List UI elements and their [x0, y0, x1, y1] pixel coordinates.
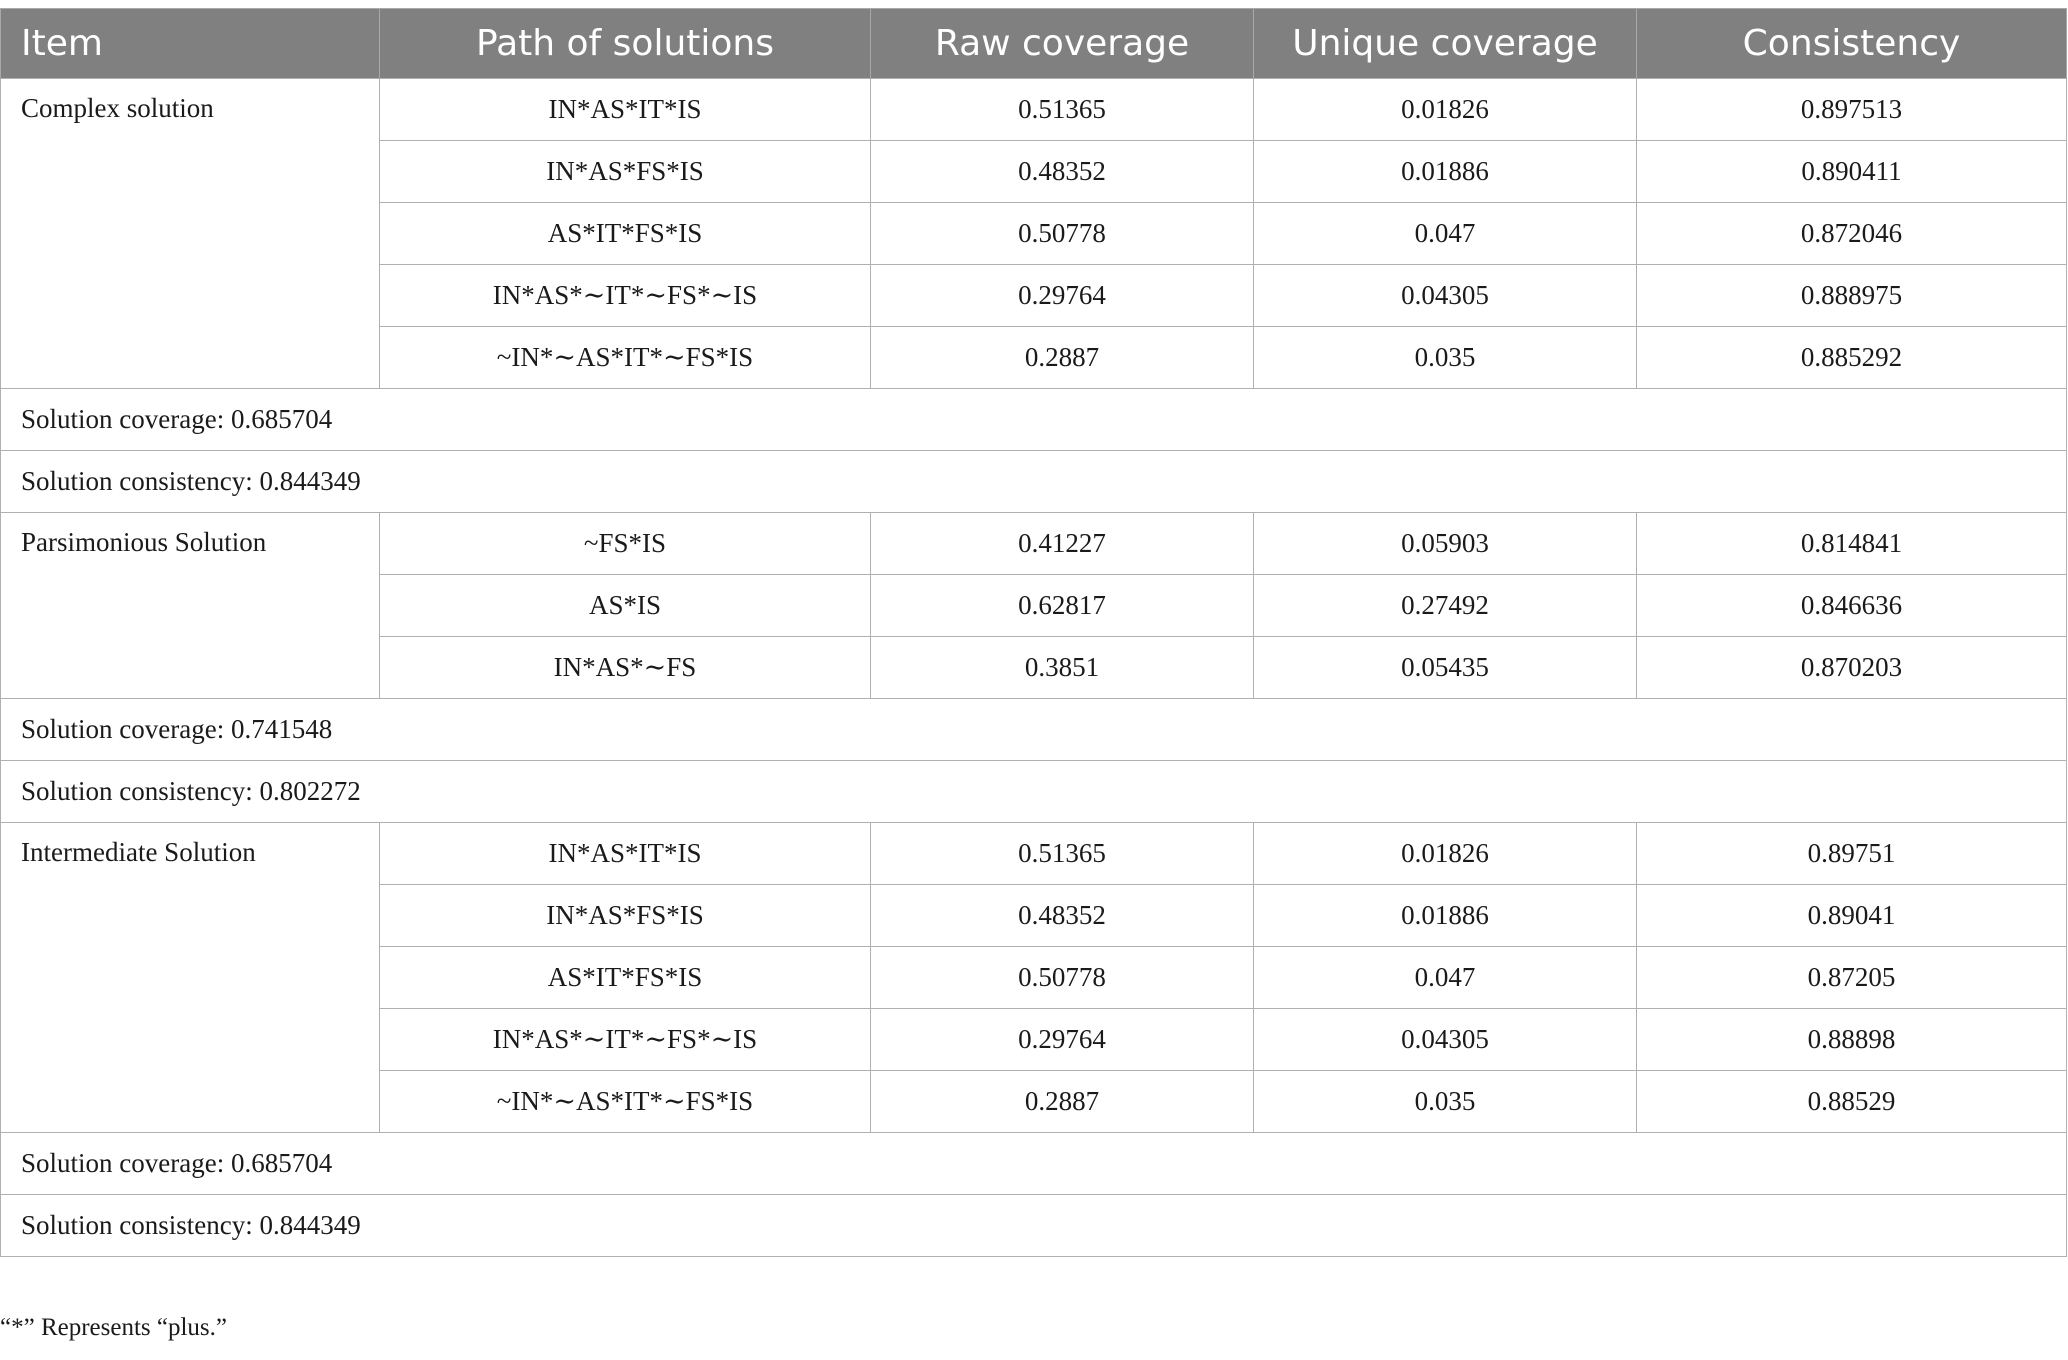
raw-coverage-cell: 0.29764 — [871, 265, 1254, 327]
raw-coverage-cell: 0.62817 — [871, 575, 1254, 637]
path-cell: ~IN*∼AS*IT*∼FS*IS — [380, 1071, 871, 1133]
unique-coverage-cell: 0.047 — [1254, 947, 1637, 1009]
path-cell: IN*AS*∼IT*∼FS*∼IS — [380, 265, 871, 327]
consistency-cell: 0.870203 — [1637, 637, 2067, 699]
unique-coverage-cell: 0.01886 — [1254, 885, 1637, 947]
consistency-cell: 0.872046 — [1637, 203, 2067, 265]
path-cell: ~IN*∼AS*IT*∼FS*IS — [380, 327, 871, 389]
solution-coverage: Solution coverage: 0.741548 — [1, 699, 2067, 761]
unique-coverage-cell: 0.04305 — [1254, 265, 1637, 327]
consistency-cell: 0.888975 — [1637, 265, 2067, 327]
unique-coverage-cell: 0.04305 — [1254, 1009, 1637, 1071]
path-cell: IN*AS*FS*IS — [380, 885, 871, 947]
consistency-cell: 0.88898 — [1637, 1009, 2067, 1071]
summary-row — [1, 1133, 2067, 1195]
raw-coverage-cell: 0.41227 — [871, 513, 1254, 575]
unique-coverage-cell: 0.01886 — [1254, 141, 1637, 203]
raw-coverage-cell: 0.2887 — [871, 327, 1254, 389]
path-cell: AS*IT*FS*IS — [380, 203, 871, 265]
raw-coverage-cell: 0.2887 — [871, 1071, 1254, 1133]
header-row — [1, 9, 2067, 79]
path-cell: AS*IT*FS*IS — [380, 947, 871, 1009]
raw-coverage-cell: 0.3851 — [871, 637, 1254, 699]
solution-consistency: Solution consistency: 0.802272 — [1, 761, 2067, 823]
unique-coverage-cell: 0.05903 — [1254, 513, 1637, 575]
raw-coverage-cell: 0.29764 — [871, 1009, 1254, 1071]
unique-coverage-cell: 0.01826 — [1254, 823, 1637, 885]
path-cell: IN*AS*∼IT*∼FS*∼IS — [380, 1009, 871, 1071]
table-row — [1, 513, 2067, 575]
table-footnote: “*” Represents “plus.” — [0, 1314, 228, 1341]
path-cell: ~FS*IS — [380, 513, 871, 575]
raw-coverage-cell: 0.48352 — [871, 885, 1254, 947]
unique-coverage-cell: 0.035 — [1254, 1071, 1637, 1133]
raw-coverage-cell: 0.50778 — [871, 947, 1254, 1009]
consistency-cell: 0.885292 — [1637, 327, 2067, 389]
table-row — [1, 79, 2067, 141]
path-cell: IN*AS*FS*IS — [380, 141, 871, 203]
consistency-cell: 0.89041 — [1637, 885, 2067, 947]
raw-coverage-cell: 0.50778 — [871, 203, 1254, 265]
header-item: Item — [1, 9, 380, 79]
section-label-complex: Complex solution — [1, 79, 380, 389]
header-raw-coverage: Raw coverage — [871, 9, 1254, 79]
consistency-cell: 0.87205 — [1637, 947, 2067, 1009]
solution-consistency: Solution consistency: 0.844349 — [1, 451, 2067, 513]
consistency-cell: 0.88529 — [1637, 1071, 2067, 1133]
path-cell: IN*AS*IT*IS — [380, 79, 871, 141]
header-unique-coverage: Unique coverage — [1254, 9, 1637, 79]
summary-row — [1, 451, 2067, 513]
solution-consistency: Solution consistency: 0.844349 — [1, 1195, 2067, 1257]
unique-coverage-cell: 0.01826 — [1254, 79, 1637, 141]
raw-coverage-cell: 0.51365 — [871, 823, 1254, 885]
consistency-cell: 0.897513 — [1637, 79, 2067, 141]
unique-coverage-cell: 0.047 — [1254, 203, 1637, 265]
table-row — [1, 823, 2067, 885]
path-cell: IN*AS*∼FS — [380, 637, 871, 699]
consistency-cell: 0.89751 — [1637, 823, 2067, 885]
consistency-cell: 0.890411 — [1637, 141, 2067, 203]
path-cell: AS*IS — [380, 575, 871, 637]
header-path: Path of solutions — [380, 9, 871, 79]
solution-coverage: Solution coverage: 0.685704 — [1, 389, 2067, 451]
summary-row — [1, 1195, 2067, 1257]
raw-coverage-cell: 0.48352 — [871, 141, 1254, 203]
consistency-cell: 0.846636 — [1637, 575, 2067, 637]
path-cell: IN*AS*IT*IS — [380, 823, 871, 885]
solutions-table — [0, 8, 2067, 1257]
raw-coverage-cell: 0.51365 — [871, 79, 1254, 141]
summary-row — [1, 699, 2067, 761]
section-label-intermediate: Intermediate Solution — [1, 823, 380, 1133]
consistency-cell: 0.814841 — [1637, 513, 2067, 575]
section-label-parsimonious: Parsimonious Solution — [1, 513, 380, 699]
unique-coverage-cell: 0.05435 — [1254, 637, 1637, 699]
summary-row — [1, 389, 2067, 451]
summary-row — [1, 761, 2067, 823]
header-consistency: Consistency — [1637, 9, 2067, 79]
unique-coverage-cell: 0.27492 — [1254, 575, 1637, 637]
solution-coverage: Solution coverage: 0.685704 — [1, 1133, 2067, 1195]
unique-coverage-cell: 0.035 — [1254, 327, 1637, 389]
